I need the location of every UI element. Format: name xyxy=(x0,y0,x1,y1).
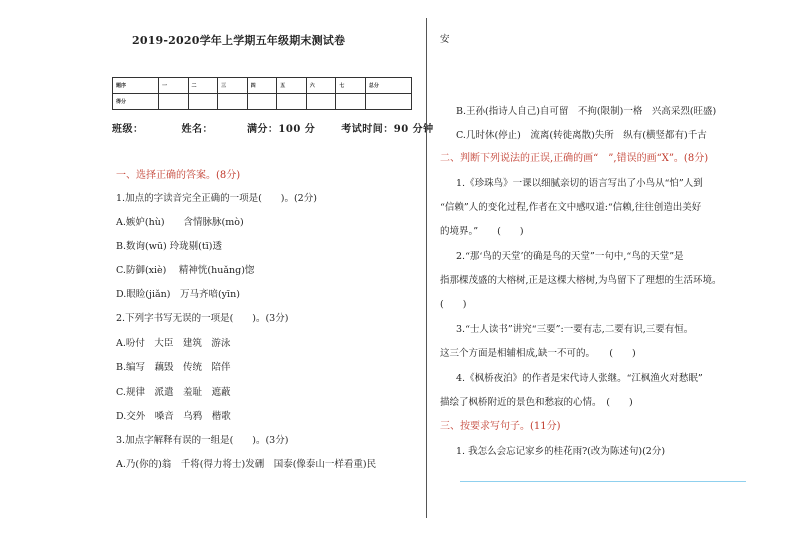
judge-2-line-2: 指那棵茂盛的大榕树,正是这棵大榕树,为鸟留下了理想的生活环境。 xyxy=(440,275,722,286)
score-cell: 三 xyxy=(218,78,248,94)
judge-3-line-2: 这三个方面是相辅相成,缺一不可的。 ( ) xyxy=(440,348,636,359)
score-input-cell[interactable] xyxy=(277,94,307,110)
name-label: 姓名： xyxy=(181,124,213,135)
question-1-option-b: B.数询(wū) 玲珑剔(tī)透 xyxy=(116,241,222,252)
score-input-cell[interactable] xyxy=(336,94,366,110)
exam-title: 2019-2020学年上学期五年级期末测试卷 xyxy=(132,34,346,47)
judge-2-line-3: ( ) xyxy=(440,299,467,310)
question-1-option-a: A.嫉妒(hù) 含情脉脉(mò) xyxy=(116,217,244,228)
judge-2-line-1: 2.“那‘鸟的天堂’的确是鸟的天堂”一句中,“鸟的天堂”是 xyxy=(456,251,684,262)
column-divider xyxy=(426,18,427,518)
judge-1-line-1: 1.《珍珠鸟》一课以细腻亲切的语言写出了小鸟从“怕”人到 xyxy=(456,178,703,189)
judge-1-line-2: “信赖”人的变化过程,作者在文中感叹道:“信赖,往往创造出美好 xyxy=(440,202,702,213)
question-2-option-a: A.吩付 大臣 建筑 游泳 xyxy=(116,338,231,349)
question-1: 1.加点的字读音完全正确的一项是( )。(2分) xyxy=(116,193,317,204)
judge-1-line-3: 的境界。” ( ) xyxy=(440,226,524,237)
judge-4-line-2: 描绘了枫桥附近的景色和愁寂的心情。 ( ) xyxy=(440,397,633,408)
sentence-question-1: 1. 我怎么会忘记家乡的桂花雨?(改为陈述句)(2分) xyxy=(456,446,666,457)
score-cell: 四 xyxy=(247,78,277,94)
judge-4-line-1: 4.《枫桥夜泊》的作者是宋代诗人张继。“江枫渔火对愁眠” xyxy=(456,373,703,384)
score-cell: 得分 xyxy=(113,94,159,110)
right-column xyxy=(438,0,768,549)
score-input-cell[interactable] xyxy=(247,94,277,110)
question-3: 3.加点字解释有误的一组是( )。(3分) xyxy=(116,435,289,446)
question-2-option-c: C.规律 派遣 羞耻 遮蔽 xyxy=(116,387,231,398)
class-label: 班级： xyxy=(112,124,144,135)
score-table-header-row xyxy=(113,78,412,94)
score-input-cell[interactable] xyxy=(188,94,218,110)
section-heading-2: 二、判断下列说法的正误,正确的画“ ”,错误的画“X”。(8分) xyxy=(440,153,709,164)
score-cell: 总分 xyxy=(365,78,411,94)
question-2-option-d: D.交外 嗓音 乌鸦 楷歌 xyxy=(116,411,231,422)
score-input-cell[interactable] xyxy=(218,94,248,110)
score-table-score-row xyxy=(113,94,412,110)
section-heading-3: 三、按要求写句子。(11分) xyxy=(440,421,561,432)
score-cell: 六 xyxy=(306,78,336,94)
score-cell: 七 xyxy=(336,78,366,94)
score-input-cell[interactable] xyxy=(158,94,188,110)
score-cell: 一 xyxy=(158,78,188,94)
score-cell: 五 xyxy=(277,78,307,94)
answer-line[interactable] xyxy=(460,481,746,482)
full-score: 满分：100 分 xyxy=(246,124,316,135)
exam-time: 考试时间：90 分钟 xyxy=(341,124,434,135)
question-2-option-b: B.编写 藕毁 传统 陪伴 xyxy=(116,362,231,373)
score-table xyxy=(112,77,412,110)
question-3-option-a: A.乃(你的)翁 千将(得力将士)发硎 国泰(像泰山一样看重)民 xyxy=(116,459,377,470)
question-3-option-a-continued: 安 xyxy=(440,34,450,45)
score-cell: 二 xyxy=(188,78,218,94)
student-info-line xyxy=(112,120,440,135)
question-3-option-b: B.王孙(指诗人自己)自可留 不拘(限制)一格 兴高采烈(旺盛) xyxy=(456,106,717,117)
score-input-cell[interactable] xyxy=(365,94,411,110)
question-2: 2.下列字书写无误的一项是( )。(3分) xyxy=(116,313,289,324)
judge-3-line-1: 3.“士人读书”讲究“三要”:一要有志,二要有识,三要有恒。 xyxy=(456,324,694,335)
question-1-option-d: D.眼睑(jiǎn) 万马齐喑(yīn) xyxy=(116,289,240,300)
section-heading-1: 一、选择正确的答案。(8分) xyxy=(116,170,241,181)
question-3-option-c: C.几时休(停止) 流离(转徙离散)失所 纵有(横竖都有)千古 xyxy=(456,130,707,141)
score-cell: 题序 xyxy=(113,78,159,94)
score-input-cell[interactable] xyxy=(306,94,336,110)
left-column xyxy=(112,0,434,549)
question-1-option-c: C.防御(xiè) 精神恍(huǎng)惚 xyxy=(116,265,255,276)
